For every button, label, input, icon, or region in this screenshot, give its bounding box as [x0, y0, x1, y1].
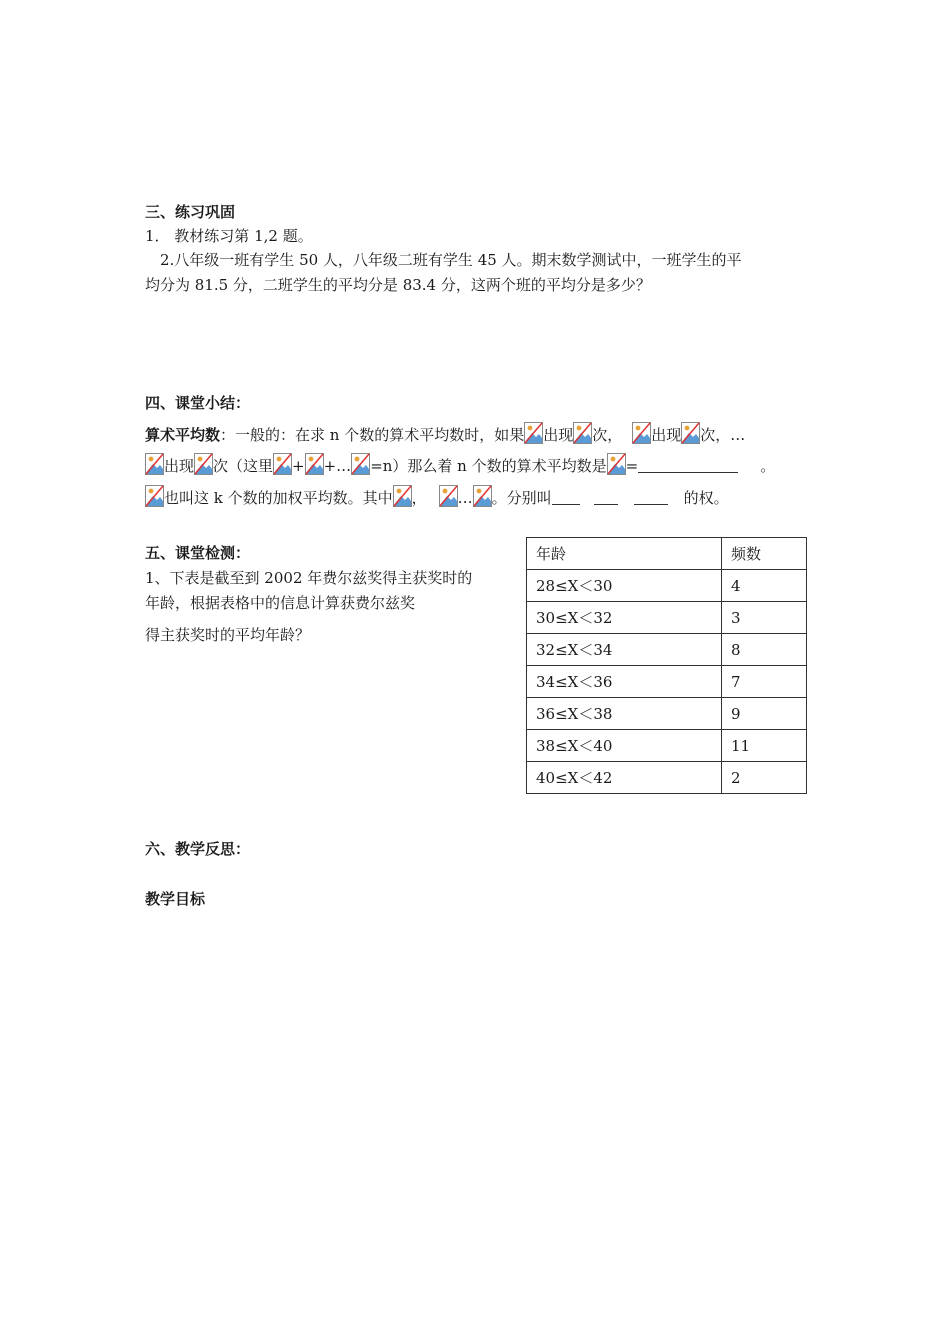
answer-blank[interactable] — [634, 490, 668, 505]
table-cell-frequency: 7 — [722, 666, 807, 698]
exercise-item-2-line1: 2.八年级一班有学生 50 人，八年级二班有学生 45 人。期末数学测试中，一班学生的平 — [160, 251, 742, 269]
table-cell-frequency: 4 — [722, 570, 807, 602]
table-cell-frequency: 3 — [722, 602, 807, 634]
table-row — [527, 698, 807, 730]
table-cell-age: 32≤X＜34 — [527, 634, 722, 666]
broken-image-icon — [351, 453, 370, 475]
summary-line-3 — [145, 485, 729, 507]
table-cell-frequency: 11 — [722, 730, 807, 762]
table-header-age: 年龄 — [527, 538, 722, 570]
summary-line-1 — [145, 422, 745, 444]
section-3-heading: 三、练习巩固 — [145, 203, 236, 221]
table-cell-age: 38≤X＜40 — [527, 730, 722, 762]
section-5-heading: 五、课堂检测： — [145, 544, 251, 562]
broken-image-icon — [305, 453, 324, 475]
broken-image-icon — [145, 453, 164, 475]
broken-image-icon — [473, 485, 492, 507]
summary-text: 次，… — [700, 426, 746, 444]
table-row — [527, 602, 807, 634]
table-header-frequency: 频数 — [722, 538, 807, 570]
summary-text: =n）那么着 n 个数的算术平均数是 — [370, 457, 607, 475]
summary-text: 次（这里 — [213, 457, 274, 475]
summary-text: + — [292, 457, 305, 475]
table-cell-frequency: 9 — [722, 698, 807, 730]
summary-text: +… — [323, 457, 352, 475]
broken-image-icon — [194, 453, 213, 475]
table-row — [527, 570, 807, 602]
summary-text: … — [457, 489, 473, 507]
frequency-table — [526, 537, 807, 794]
teaching-goals-heading: 教学目标 — [145, 890, 206, 908]
broken-image-icon — [607, 453, 626, 475]
summary-line-2 — [145, 453, 775, 475]
summary-text: 也叫这 k 个数的加权平均数。其中 — [164, 489, 393, 507]
broken-image-icon — [524, 422, 543, 444]
broken-image-icon — [393, 485, 412, 507]
broken-image-icon — [681, 422, 700, 444]
broken-image-icon — [145, 485, 164, 507]
table-cell-frequency: 2 — [722, 762, 807, 794]
question-line-1: 1、下表是截至到 2002 年费尔兹奖得主获奖时的 — [145, 569, 473, 587]
broken-image-icon — [573, 422, 592, 444]
table-cell-frequency: 8 — [722, 634, 807, 666]
table-row — [527, 666, 807, 698]
summary-text: 。 — [760, 457, 776, 475]
table-header-row — [527, 538, 807, 570]
summary-text: 出现 — [164, 457, 195, 475]
table-row — [527, 730, 807, 762]
section-6-heading: 六、教学反思： — [145, 840, 251, 858]
broken-image-icon — [439, 485, 458, 507]
term-arithmetic-mean: 算术平均数 — [145, 426, 221, 444]
summary-text: ， — [411, 489, 427, 507]
table-cell-age: 28≤X＜30 — [527, 570, 722, 602]
table-cell-age: 36≤X＜38 — [527, 698, 722, 730]
broken-image-icon — [273, 453, 292, 475]
table-row — [527, 762, 807, 794]
answer-blank[interactable] — [594, 490, 618, 505]
summary-text: 出现 — [651, 426, 682, 444]
table-cell-age: 40≤X＜42 — [527, 762, 722, 794]
exercise-item-2-line2: 均分为 81.5 分，二班学生的平均分是 83.4 分，这两个班的平均分是多少？ — [145, 276, 651, 294]
summary-text: 次， — [592, 426, 623, 444]
broken-image-icon — [632, 422, 651, 444]
question-line-3: 得主获奖时的平均年龄？ — [145, 626, 311, 644]
section-4-heading: 四、课堂小结： — [145, 394, 251, 412]
table-row — [527, 634, 807, 666]
table-cell-age: 30≤X＜32 — [527, 602, 722, 634]
summary-text: = — [625, 457, 639, 475]
answer-blank[interactable] — [638, 458, 738, 473]
summary-text: ：一般的：在求 n 个数的算术平均数时，如果 — [220, 426, 525, 444]
summary-text: 的权。 — [683, 489, 729, 507]
exercise-item-1: 1． 教材练习第 1,2 题。 — [145, 227, 313, 245]
table-cell-age: 34≤X＜36 — [527, 666, 722, 698]
question-line-2: 年龄，根据表格中的信息计算获费尔兹奖 — [145, 594, 416, 612]
summary-text: 。分别叫 — [491, 489, 552, 507]
summary-text: 出现 — [543, 426, 574, 444]
answer-blank[interactable] — [552, 490, 580, 505]
